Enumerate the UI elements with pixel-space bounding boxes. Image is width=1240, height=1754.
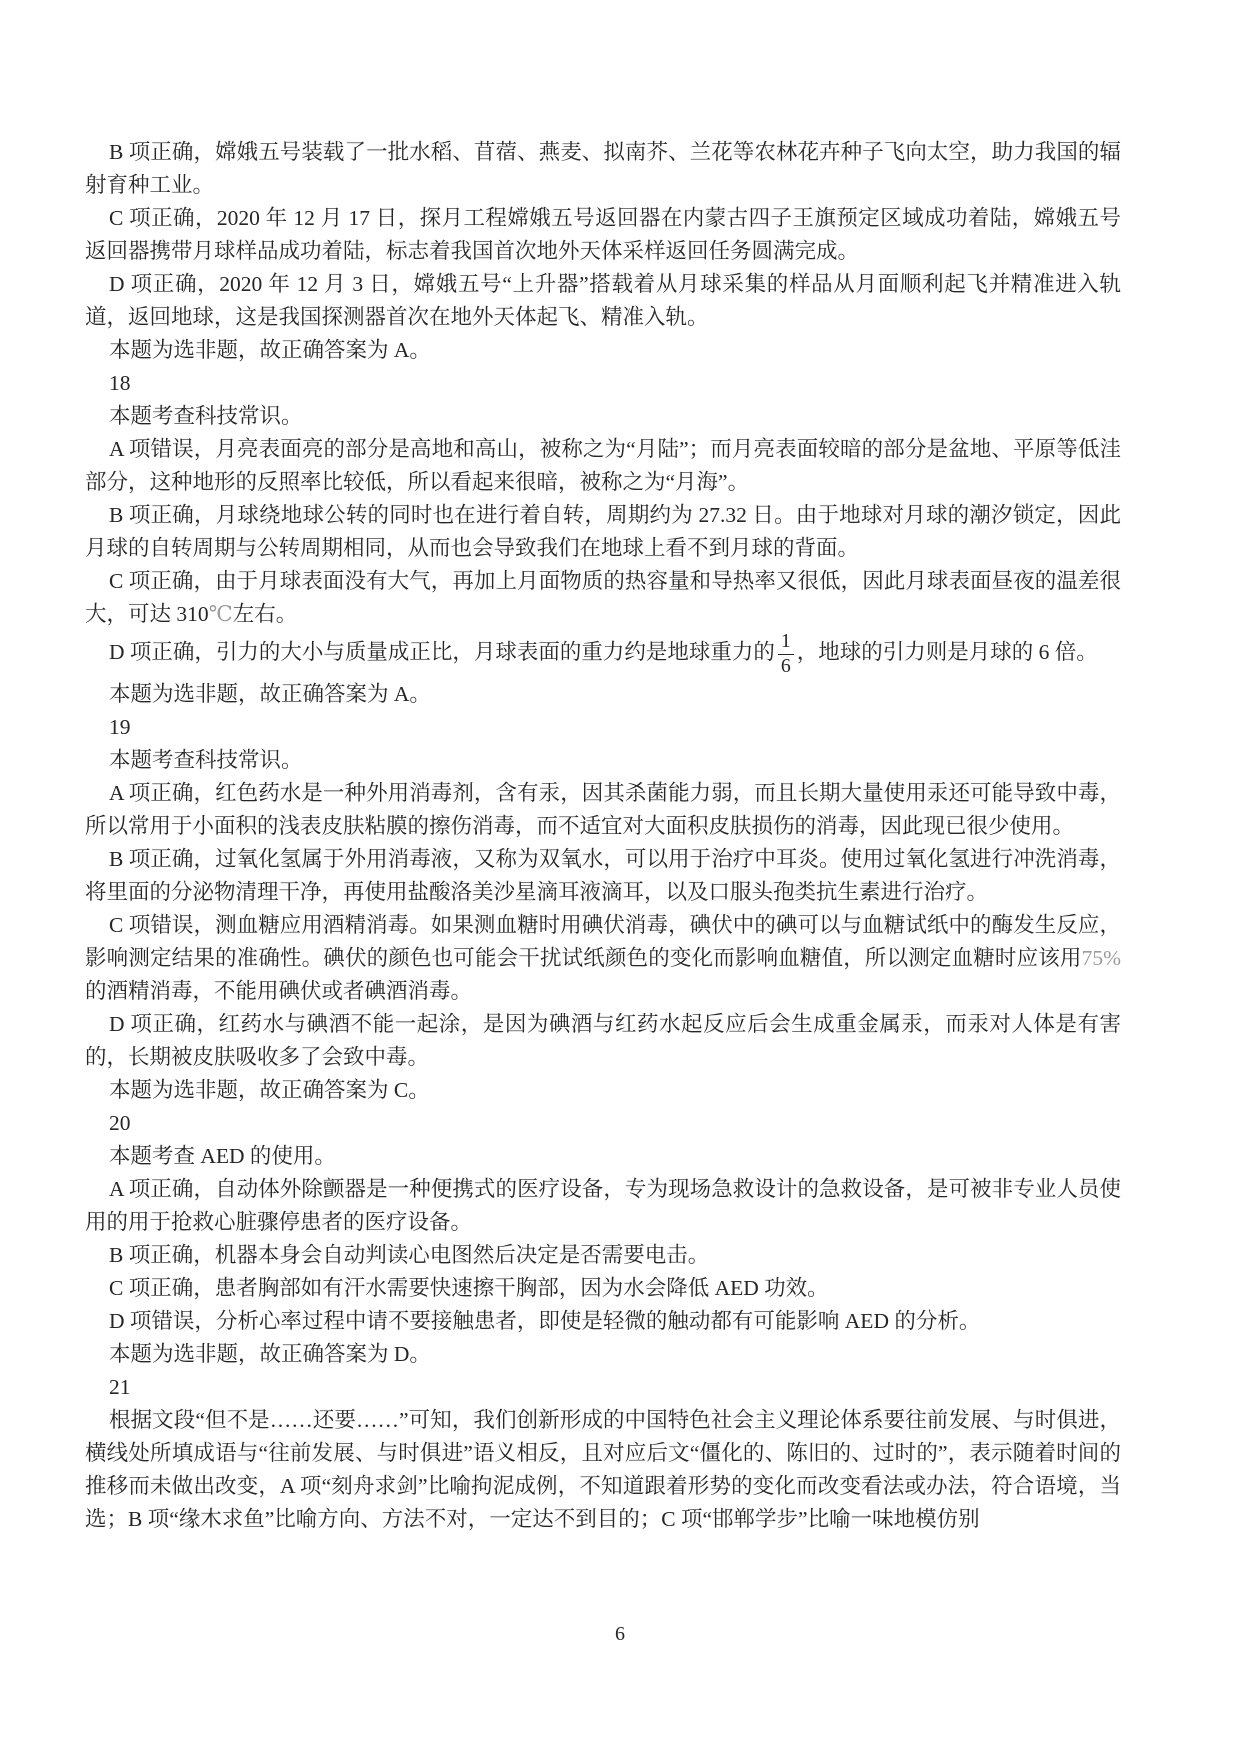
text-run: 根据文段“但不是……还要……”可知，我们创新形成的中国特色社会主义理论体系要往前发展、与时俱进，横线处所填成语与“往前发展、与时俱进”语义相反，且对应后文“僵化的、陈旧的、过时的”，表示随着时间的推移而未做出改变，A 项“刻舟求剑”比喻拘泥成例，不知道跟着形势的变化而改变看法或办法，符合语境，当选；B 项“缘木求鱼”比喻方向、方法不对，一定达不到目的；C 项“邯郸学步”比喻一味地模仿别 xyxy=(85,1407,1121,1531)
page-number: 6 xyxy=(615,1623,625,1645)
text-run: B 项正确，月球绕地球公转的同时也在进行着自转，周期约为 27.32 日。由于地球对月球的潮汐锁定，因此月球的自转周期与公转周期相同，从而也会导致我们在地球上看不到月球的背面。 xyxy=(85,503,1121,560)
fraction xyxy=(778,631,794,678)
paragraph xyxy=(85,744,1121,777)
text-run: D 项正确，2020 年 12 月 3 日，嫦娥五号“上升器”搭载着从月球采集的样品从月面顺利起飞并精准进入轨道，返回地球，这是我国探测器首次在地外天体起飞、精准入轨。 xyxy=(85,272,1121,329)
text-run: B 项正确，机器本身会自动判读心电图然后决定是否需要电击。 xyxy=(109,1242,710,1267)
text-run: 20 xyxy=(109,1110,131,1135)
text-run: 18 xyxy=(109,371,131,395)
text-run: A 项正确，自动体外除颤器是一种便携式的医疗设备，专为现场急救设计的急救设备，是可被非专业人员使用的用于抢救心脏骤停患者的医疗设备。 xyxy=(85,1176,1121,1234)
paragraph xyxy=(85,1239,1121,1272)
paragraph xyxy=(85,909,1121,1008)
paragraph xyxy=(85,565,1121,631)
text-run: B 项正确，嫦娥五号装载了一批水稻、苜蓿、燕麦、拟南芥、兰花等农林花卉种子飞向太空，助力我国的辐射育种工业。 xyxy=(85,140,1121,197)
text-run: D 项正确，红药水与碘酒不能一起涂，是因为碘酒与红药水起反应后会生成重金属汞，而汞对人体是有害的，长期被皮肤吸收多了会致中毒。 xyxy=(85,1011,1121,1069)
fraction-numerator: 1 xyxy=(778,631,794,655)
paragraph xyxy=(85,631,1121,678)
text-run: C 项正确，2020 年 12 月 17 日，探月工程嫦娥五号返回器在内蒙古四子王旗预定区域成功着陆，嫦娥五号返回器携带月球样品成功着陆，标志着我国首次地外天体采样返回任务圆满完成。 xyxy=(85,206,1121,263)
paragraph xyxy=(85,1272,1121,1305)
text-run: 左右。 xyxy=(232,602,298,626)
muted-text-run: 75% xyxy=(1081,945,1121,970)
text-run: 本题为选非题，故正确答案为 A。 xyxy=(109,338,431,362)
text-run: 21 xyxy=(109,1374,131,1399)
text-run: B 项正确，过氧化氢属于外用消毒液，又称为双氧水，可以用于治疗中耳炎。使用过氧化氢进行冲洗消毒，将里面的分泌物清理干净，再使用盐酸洛美沙星滴耳液滴耳，以及口服头孢类抗生素进行治疗。 xyxy=(85,846,1121,904)
text-run: 的酒精消毒，不能用碘伏或者碘酒消毒。 xyxy=(85,978,473,1003)
text-run: 本题为选非题，故正确答案为 A。 xyxy=(109,681,431,706)
paragraph xyxy=(85,777,1121,843)
paragraph xyxy=(85,367,1121,400)
answer-explanations-text xyxy=(85,136,1121,1536)
paragraph xyxy=(85,136,1121,202)
paragraph xyxy=(85,433,1121,499)
text-run: 本题为选非题，故正确答案为 C。 xyxy=(109,1077,430,1102)
text-run: 本题考查 AED 的使用。 xyxy=(109,1143,336,1168)
paragraph xyxy=(85,334,1121,367)
paragraph xyxy=(85,1173,1121,1239)
fraction-denominator: 6 xyxy=(780,654,791,677)
text-run: C 项错误，测血糖应用酒精消毒。如果测血糖时用碘伏消毒，碘伏中的碘可以与血糖试纸中的酶发生反应，影响测定结果的准确性。碘伏的颜色也可能会干扰试纸颜色的变化而影响血糖值，所以测定血糖时应该用 xyxy=(85,912,1121,970)
paragraph xyxy=(85,400,1121,433)
paragraph xyxy=(85,202,1121,268)
text-run: 本题为选非题，故正确答案为 D。 xyxy=(109,1341,431,1366)
text-run: D 项正确，引力的大小与质量成正比，月球表面的重力约是地球重力的 xyxy=(109,640,775,665)
text-run: A 项错误，月亮表面亮的部分是高地和高山，被称之为“月陆”；而月亮表面较暗的部分是盆地、平原等低洼部分，这种地形的反照率比较低，所以看起来很暗，被称之为“月海”。 xyxy=(85,437,1121,494)
paragraph xyxy=(85,499,1121,565)
paragraph xyxy=(85,843,1121,909)
text-run: A 项正确，红色药水是一种外用消毒剂，含有汞，因其杀菌能力弱，而且长期大量使用汞还可能导致中毒，所以常用于小面积的浅表皮肤粘膜的擦伤消毒，而不适宜对大面积皮肤损伤的消毒，因此现已很少使用。 xyxy=(85,780,1121,838)
text-run: ，地球的引力则是月球的 6 倍。 xyxy=(796,640,1098,665)
paragraph xyxy=(85,1074,1121,1107)
paragraph xyxy=(85,1008,1121,1074)
paragraph xyxy=(85,1140,1121,1173)
paragraph xyxy=(85,711,1121,744)
text-run: C 项正确，由于月球表面没有大气，再加上月面物质的热容量和导热率又很低，因此月球表面昼夜的温差很大，可达 310 xyxy=(85,569,1121,626)
paragraph xyxy=(85,1338,1121,1371)
paragraph xyxy=(85,678,1121,711)
text-run: 本题考查科技常识。 xyxy=(109,404,303,428)
text-run: D 项错误，分析心率过程中请不要接触患者，即使是轻微的触动都有可能影响 AED 的分析。 xyxy=(109,1308,981,1333)
paragraph xyxy=(85,1404,1121,1536)
text-run: 19 xyxy=(109,714,131,739)
paragraph xyxy=(85,1371,1121,1404)
paragraph xyxy=(85,1305,1121,1338)
paragraph xyxy=(85,268,1121,334)
muted-text-run: ℃ xyxy=(208,602,233,626)
paragraph xyxy=(85,1107,1121,1140)
text-run: C 项正确，患者胸部如有汗水需要快速擦干胸部，因为水会降低 AED 功效。 xyxy=(109,1275,829,1300)
text-run: 本题考查科技常识。 xyxy=(109,747,303,772)
